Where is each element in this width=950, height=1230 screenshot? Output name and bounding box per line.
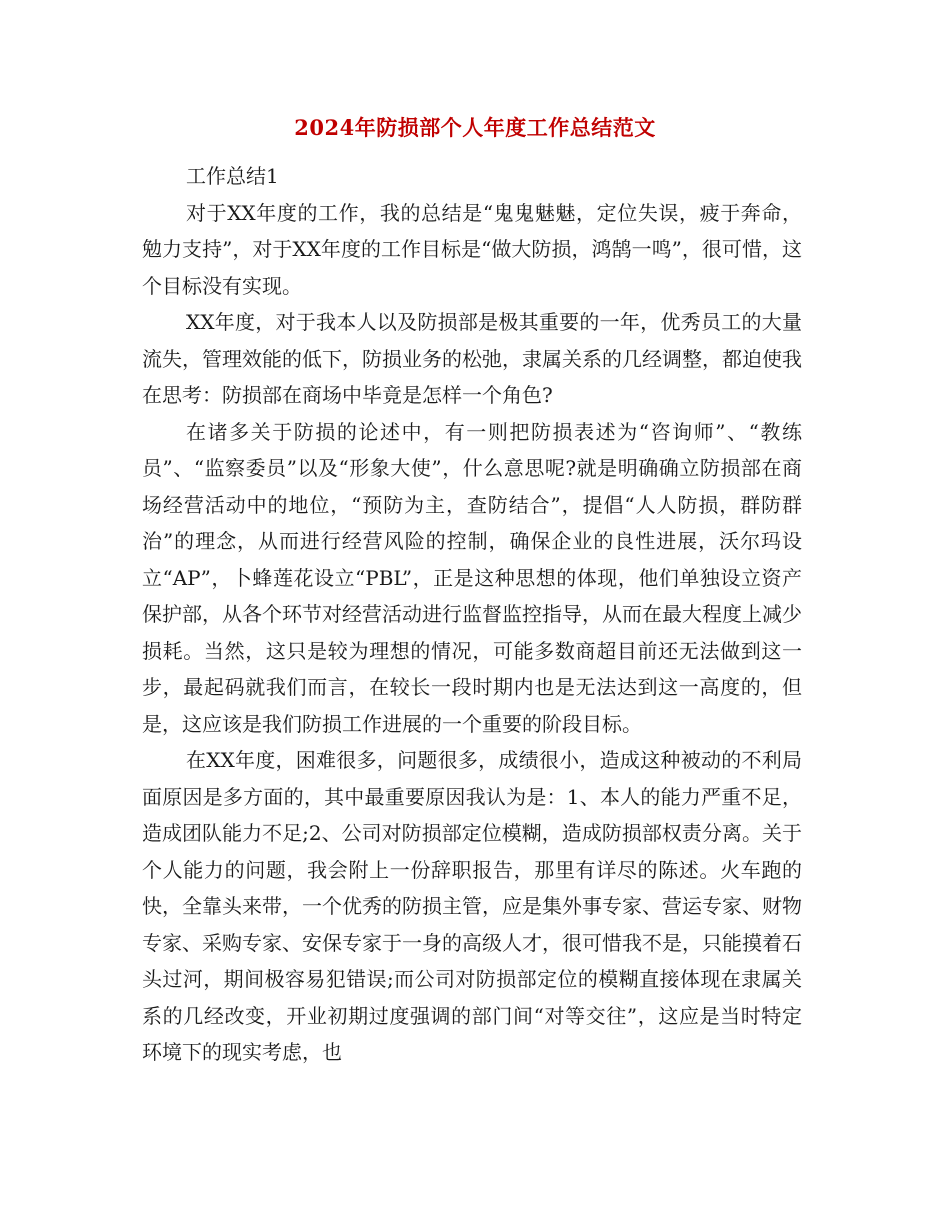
paragraph: XX年度，对于我本人以及防损部是极其重要的一年，优秀员工的大量流失，管理效能的低下，防损业务的松弛，隶属关系的几经调整，都迫使我在思考：防损部在商场中毕竟是怎样一个角色? xyxy=(142,310,802,407)
document-body xyxy=(142,158,802,1071)
paragraph: 在XX年度，困难很多，问题很多，成绩很小，造成这种被动的不利局面原因是多方面的，其中最重要原因我认为是：1、本人的能力严重不足，造成团队能力不足;2、公司对防损部定位模糊，造成防损部权责分离。关于个人能力的问题，我会附上一份辞职报告，那里有详尽的陈述。火车跑的快，全靠头来带，一个优秀的防损主管，应是集外事专家、营运专家、财物专家、采购专家、安保专家于一身的高级人才，很可惜我不是，只能摸着石头过河，期间极容易犯错误;而公司对防损部定位的模糊直接体现在隶属关系的几经改变，开业初期过度强调的部门间“对等交往”，这应是当时特定环境下的现实考虑，也 xyxy=(142,748,802,1064)
paragraph: 在诸多关于防损的论述中，有一则把防损表述为“咨询师”、“教练员”、“监察委员”以及“形象大使”，什么意思呢?就是明确确立防损部在商场经营活动中的地位，“预防为主，查防结合”，提倡“人人防损，群防群治”的理念，从而进行经营风险的控制，确保企业的良性进展，沃尔玛设立“AP”，卜蜂莲花设立“PBL”，正是这种思想的体现，他们单独设立资产保护部，从各个环节对经营活动进行监督监控指导，从而在最大程度上减少损耗。当然，这只是较为理想的情况，可能多数商超目前还无法做到这一步，最起码就我们而言，在较长一段时期内也是无法达到这一高度的，但是，这应该是我们防损工作进展的一个重要的阶段目标。 xyxy=(142,419,802,736)
paragraph: 对于XX年度的工作，我的总结是“鬼鬼魅魅，定位失误，疲于奔命，勉力支持”，对于XX年度的工作目标是“做大防损，鸿鹄一鸣”，很可惜，这个目标没有实现。 xyxy=(142,200,802,298)
document-title: 2024年防损部个人年度工作总结范文 xyxy=(294,115,656,140)
section-heading: 工作总结1 xyxy=(186,164,279,188)
